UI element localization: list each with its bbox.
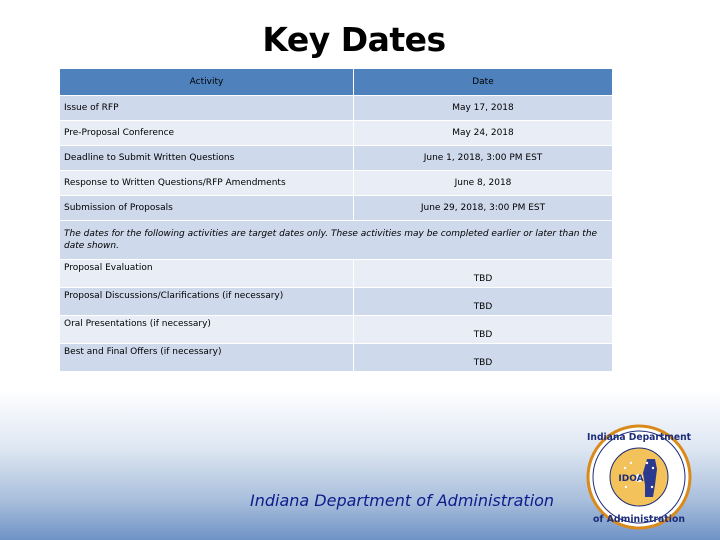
table-row [60, 260, 613, 288]
table-row [60, 146, 613, 171]
activity-cell: Pre-Proposal Conference [60, 121, 354, 146]
footer-agency-name: Indiana Department of Administration [250, 491, 555, 510]
date-cell: TBD [354, 260, 613, 288]
table-row [60, 171, 613, 196]
table-row [60, 316, 613, 344]
activity-cell: Deadline to Submit Written Questions [60, 146, 354, 171]
table-header-row [60, 69, 613, 96]
activity-cell: Best and Final Offers (if necessary) [60, 344, 354, 372]
date-cell: May 17, 2018 [354, 96, 613, 121]
idoa-seal-icon [585, 423, 693, 531]
seal-letters: IDOA [618, 474, 644, 484]
table-row [60, 121, 613, 146]
activity-cell: Proposal Evaluation [60, 260, 354, 288]
activity-cell: Proposal Discussions/Clarifications (if necessary) [60, 288, 354, 316]
activity-cell: Response to Written Questions/RFP Amendments [60, 171, 354, 196]
header-activity: Activity [60, 69, 354, 96]
activity-cell: Issue of RFP [60, 96, 354, 121]
date-cell: TBD [354, 344, 613, 372]
page-title: Key Dates [262, 20, 446, 59]
date-cell: June 8, 2018 [354, 171, 613, 196]
seal-bottom-text: of Administration [593, 514, 685, 525]
activity-cell: Submission of Proposals [60, 196, 354, 221]
target-dates-note-row [60, 221, 613, 260]
table-row [60, 196, 613, 221]
table-row [60, 288, 613, 316]
seal-top-text: Indiana Department [587, 432, 692, 443]
target-dates-note: The dates for the following activities are target dates only. These activities may be completed earlier or later than the date shown. [60, 221, 613, 260]
date-cell: June 1, 2018, 3:00 PM EST [354, 146, 613, 171]
date-cell: June 29, 2018, 3:00 PM EST [354, 196, 613, 221]
key-dates-table [59, 68, 613, 372]
date-cell: May 24, 2018 [354, 121, 613, 146]
table-row [60, 344, 613, 372]
header-date: Date [354, 69, 613, 96]
activity-cell: Oral Presentations (if necessary) [60, 316, 354, 344]
table-row [60, 96, 613, 121]
date-cell: TBD [354, 288, 613, 316]
date-cell: TBD [354, 316, 613, 344]
